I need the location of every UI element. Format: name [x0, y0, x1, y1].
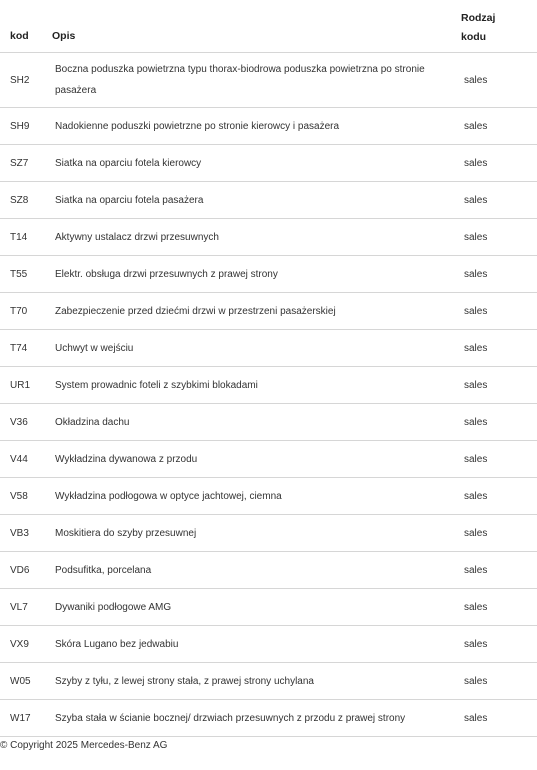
- table-row: [0, 700, 537, 737]
- code-type-cell: sales: [464, 564, 488, 576]
- table-row: [0, 182, 537, 219]
- code-type-cell: sales: [464, 601, 488, 613]
- code-type-cell: sales: [464, 120, 488, 132]
- code-type-cell: sales: [464, 379, 488, 391]
- table-row: [0, 478, 537, 515]
- description-cell: Zabezpieczenie przed dziećmi drzwi w przestrzeni pasażerskiej: [55, 305, 336, 317]
- code-type-cell: sales: [464, 305, 488, 317]
- code-cell: SH2: [10, 74, 30, 86]
- description-cell: Elektr. obsługa drzwi przesuwnych z prawej strony: [55, 268, 278, 280]
- description-cell: Boczna poduszka powietrzna typu thorax-biodrowa poduszka powietrzna po stronie pasażera: [55, 64, 425, 96]
- code-cell: V44: [10, 453, 28, 465]
- table-row: [0, 589, 537, 626]
- code-type-cell: sales: [464, 268, 488, 280]
- table-row: [0, 404, 537, 441]
- code-cell: V36: [10, 416, 28, 428]
- description-cell: Aktywny ustalacz drzwi przesuwnych: [55, 231, 219, 243]
- code-cell: VX9: [10, 638, 29, 650]
- code-cell: SZ7: [10, 157, 29, 169]
- table-row: [0, 515, 537, 552]
- code-type-cell: sales: [464, 453, 488, 465]
- column-header-kod: kod: [10, 30, 29, 42]
- code-cell: VL7: [10, 601, 28, 613]
- table-row: [0, 330, 537, 367]
- table-row: [0, 552, 537, 589]
- code-cell: T74: [10, 342, 28, 354]
- table-row: [0, 219, 537, 256]
- table-row: [0, 53, 537, 108]
- code-cell: T14: [10, 231, 28, 243]
- copyright-footer: © Copyright 2025 Mercedes-Benz AG: [0, 740, 168, 751]
- table-body: [0, 53, 537, 737]
- code-type-cell: sales: [464, 490, 488, 502]
- table-row: [0, 663, 537, 700]
- code-cell: UR1: [10, 379, 31, 391]
- code-cell: V58: [10, 490, 28, 502]
- code-cell: SZ8: [10, 194, 29, 206]
- code-type-cell: sales: [464, 342, 488, 354]
- code-cell: SH9: [10, 120, 30, 132]
- description-cell: Skóra Lugano bez jedwabiu: [55, 638, 179, 650]
- description-cell: Wykładzina dywanowa z przodu: [55, 453, 198, 465]
- table-row: [0, 293, 537, 330]
- column-header-rodzaj: Rodzaj kodu: [461, 12, 496, 43]
- table-row: [0, 367, 537, 404]
- description-cell: Wykładzina podłogowa w optyce jachtowej, ciemna: [55, 490, 282, 502]
- description-cell: Uchwyt w wejściu: [55, 342, 134, 354]
- code-type-cell: sales: [464, 527, 488, 539]
- code-cell: W17: [10, 712, 31, 724]
- table-row: [0, 256, 537, 293]
- code-cell: VB3: [10, 527, 29, 539]
- description-cell: System prowadnic foteli z szybkimi blokadami: [55, 379, 258, 391]
- description-cell: Siatka na oparciu fotela pasażera: [55, 194, 204, 206]
- code-cell: W05: [10, 675, 31, 687]
- code-type-cell: sales: [464, 712, 488, 724]
- table-header: [0, 0, 537, 53]
- table-row: [0, 626, 537, 663]
- code-type-cell: sales: [464, 74, 488, 86]
- code-type-cell: sales: [464, 194, 488, 206]
- table-row: [0, 145, 537, 182]
- description-cell: Moskitiera do szyby przesuwnej: [55, 527, 197, 539]
- description-cell: Okładzina dachu: [55, 416, 130, 428]
- description-cell: Siatka na oparciu fotela kierowcy: [55, 157, 202, 169]
- description-cell: Nadokienne poduszki powietrzne po stronie kierowcy i pasażera: [55, 120, 340, 132]
- code-type-cell: sales: [464, 231, 488, 243]
- column-header-opis: Opis: [52, 30, 76, 42]
- code-type-cell: sales: [464, 675, 488, 687]
- table-row: [0, 441, 537, 478]
- code-cell: VD6: [10, 564, 30, 576]
- code-type-cell: sales: [464, 157, 488, 169]
- code-cell: T70: [10, 305, 28, 317]
- table-row: [0, 108, 537, 145]
- description-cell: Szyba stała w ścianie bocznej/ drzwiach przesuwnych z przodu z prawej strony: [55, 712, 406, 724]
- description-cell: Dywaniki podłogowe AMG: [55, 601, 172, 613]
- description-cell: Podsufitka, porcelana: [55, 564, 152, 576]
- code-type-cell: sales: [464, 638, 488, 650]
- code-cell: T55: [10, 268, 28, 280]
- description-cell: Szyby z tyłu, z lewej strony stała, z prawej strony uchylana: [55, 675, 314, 687]
- code-type-cell: sales: [464, 416, 488, 428]
